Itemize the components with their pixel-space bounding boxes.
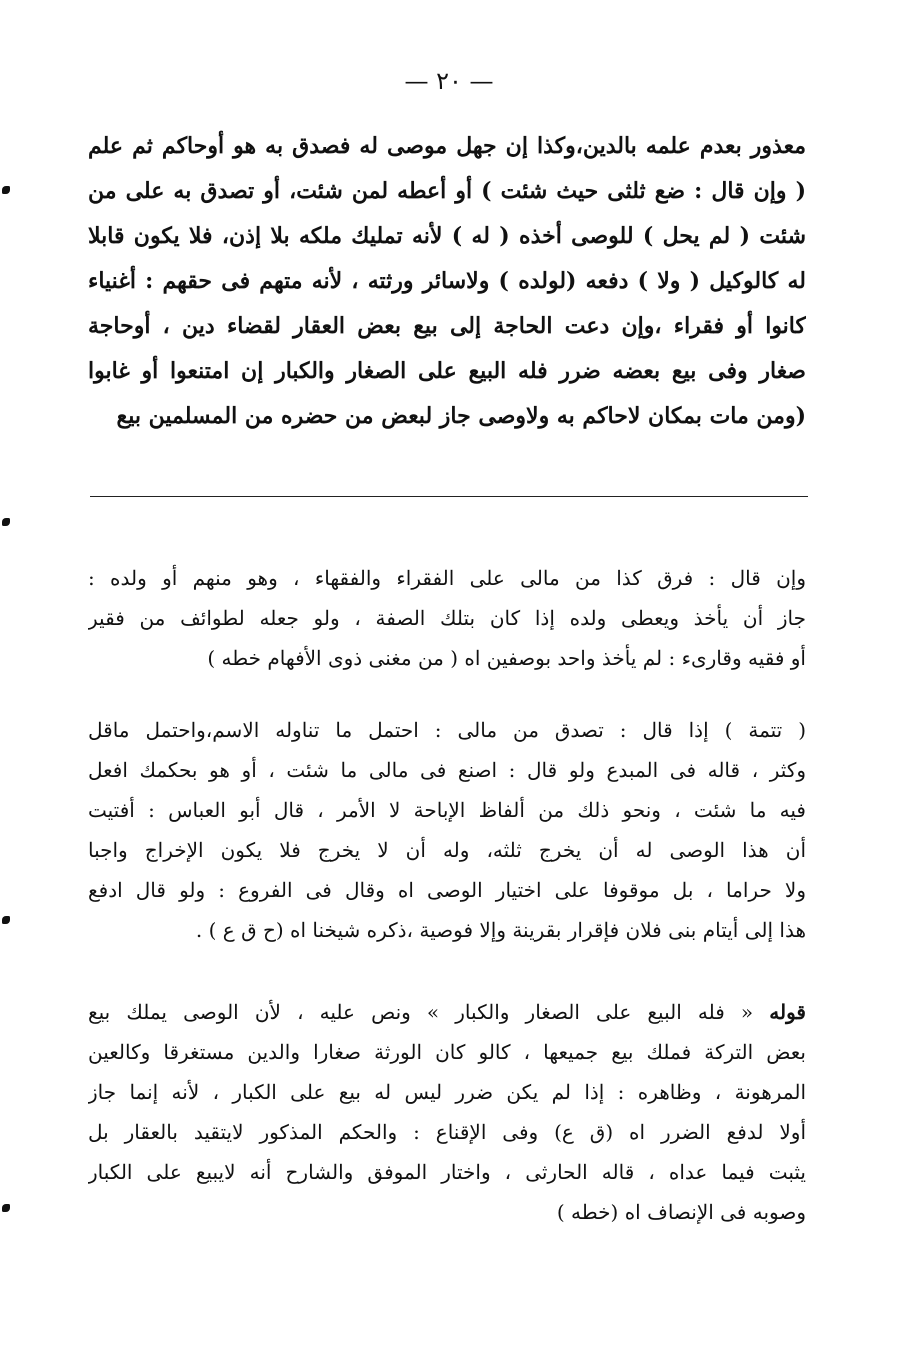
footnote-paragraph-2 (88, 710, 806, 950)
main-text-line: (ومن مات بمكان لاحاكم به ولاوصى جاز لبعض من حضره من المسلمين بيع (116, 403, 806, 429)
scan-margin-mark (2, 186, 10, 194)
page-number: — ٢٠ — (404, 67, 494, 95)
main-text (88, 124, 806, 439)
footnote-paragraph-3 (88, 992, 806, 1232)
main-text-line: له كالوكيل ( ولا ) دفعه (لولده ) ولاسائر ورثته ، لأنه متهم فى حقهم : أغنياء (88, 268, 806, 294)
footnote-divider (90, 496, 808, 497)
scan-margin-mark (2, 1204, 10, 1212)
main-text-line: ( وإن قال : ضع ثلثى حيث شئت ) أو أعطه لمن شئت، أو تصدق به على من (88, 178, 806, 204)
footnote-line: أن هذا الوصى له أن يخرج ثلثه، وله أن لا يخرج فلا يكون الإخراج واجبا (88, 838, 806, 862)
footnote-line: وصوبه فى الإنصاف اه (خطه ) (556, 1200, 806, 1224)
main-text-line: كانوا أو فقراء ،وإن دعت الحاجة إلى بيع بعض العقار لقضاء دين ، أوحاجة (88, 313, 806, 339)
main-text-line: معذور بعدم علمه بالدين،وكذا إن جهل موصى له فصدق به هو أوحاكم ثم علم (88, 133, 806, 159)
footnote-paragraph-1 (88, 558, 806, 678)
footnote-line: المرهونة ، وظاهره : إذا لم يكن ضرر ليس له بيع على الكبار ، لأنه إنما جاز (88, 1080, 806, 1104)
scan-margin-mark (2, 916, 10, 924)
footnote-line: يثبت فيما عداه ، قاله الحارثى ، واختار الموفق والشارح أنه لايبيع على الكبار (88, 1160, 806, 1184)
footnote-line: جاز أن يأخذ ويعطى ولده إذا كان بتلك الصفة ، ولو جعله لطوائف من فقير (88, 606, 806, 630)
footnote-line: بعض التركة فملك بيع جميعها ، كالو كان الورثة صغارا والدين مستغرقا وكالعين (88, 1040, 806, 1064)
main-text-line: شئت ( لم يحل ) للوصى أخذه ( له ) لأنه تمليك ملكه بلا إذن، فلا يكون قابلا (88, 223, 806, 249)
footnote-line: هذا إلى أيتام بنى فلان فإقرار بقرينة وإلا فوصية ،ذكره شيخنا اه (ح ق ع ) . (195, 918, 806, 942)
footnote-line: فيه ما شئت ، ونحو ذلك من ألفاظ الإباحة لا الأمر ، قال أبو العباس : أفتيت (88, 798, 806, 822)
footnote-line: وإن قال : فرق كذا من مالى على الفقراء والفقهاء ، وهو منهم أو ولده : (88, 566, 806, 590)
scan-margin-mark (2, 518, 10, 526)
footnote-line-with-lead (88, 992, 806, 1032)
footnote-line: أو فقيه وقارىء : لم يأخذ واحد بوصفين اه ( من مغنى ذوى الأفهام خطه ) (207, 646, 806, 670)
footnote-line: ولا حراما ، بل موقوفا على اختيار الوصى اه وقال فى الفروع : ولو قال ادفع (88, 878, 806, 902)
footnote-line: وكثر ، قاله فى المبدع ولو قال : اصنع فى مالى ما شئت ، أو هو بحكمك افعل (88, 758, 806, 782)
footnote-line-text: « فله البيع على الصغار والكبار » ونص عليه ، لأن الوصى يملك بيع (88, 1000, 754, 1024)
footnote-lead-word: قوله (769, 1000, 806, 1024)
footnote-line: ( تتمة ) إذا قال : تصدق من مالى : احتمل ما تناوله الاسم،واحتمل ماقل (88, 718, 806, 742)
main-text-line: صغار وفى بيع بعضه ضرر فله البيع على الصغار والكبار إن امتنعوا أو غابوا (88, 358, 806, 384)
footnote-line: أولا لدفع الضرر اه (ق ع) وفى الإقناع : والحكم المذكور لايتقيد بالعقار بل (88, 1120, 806, 1144)
